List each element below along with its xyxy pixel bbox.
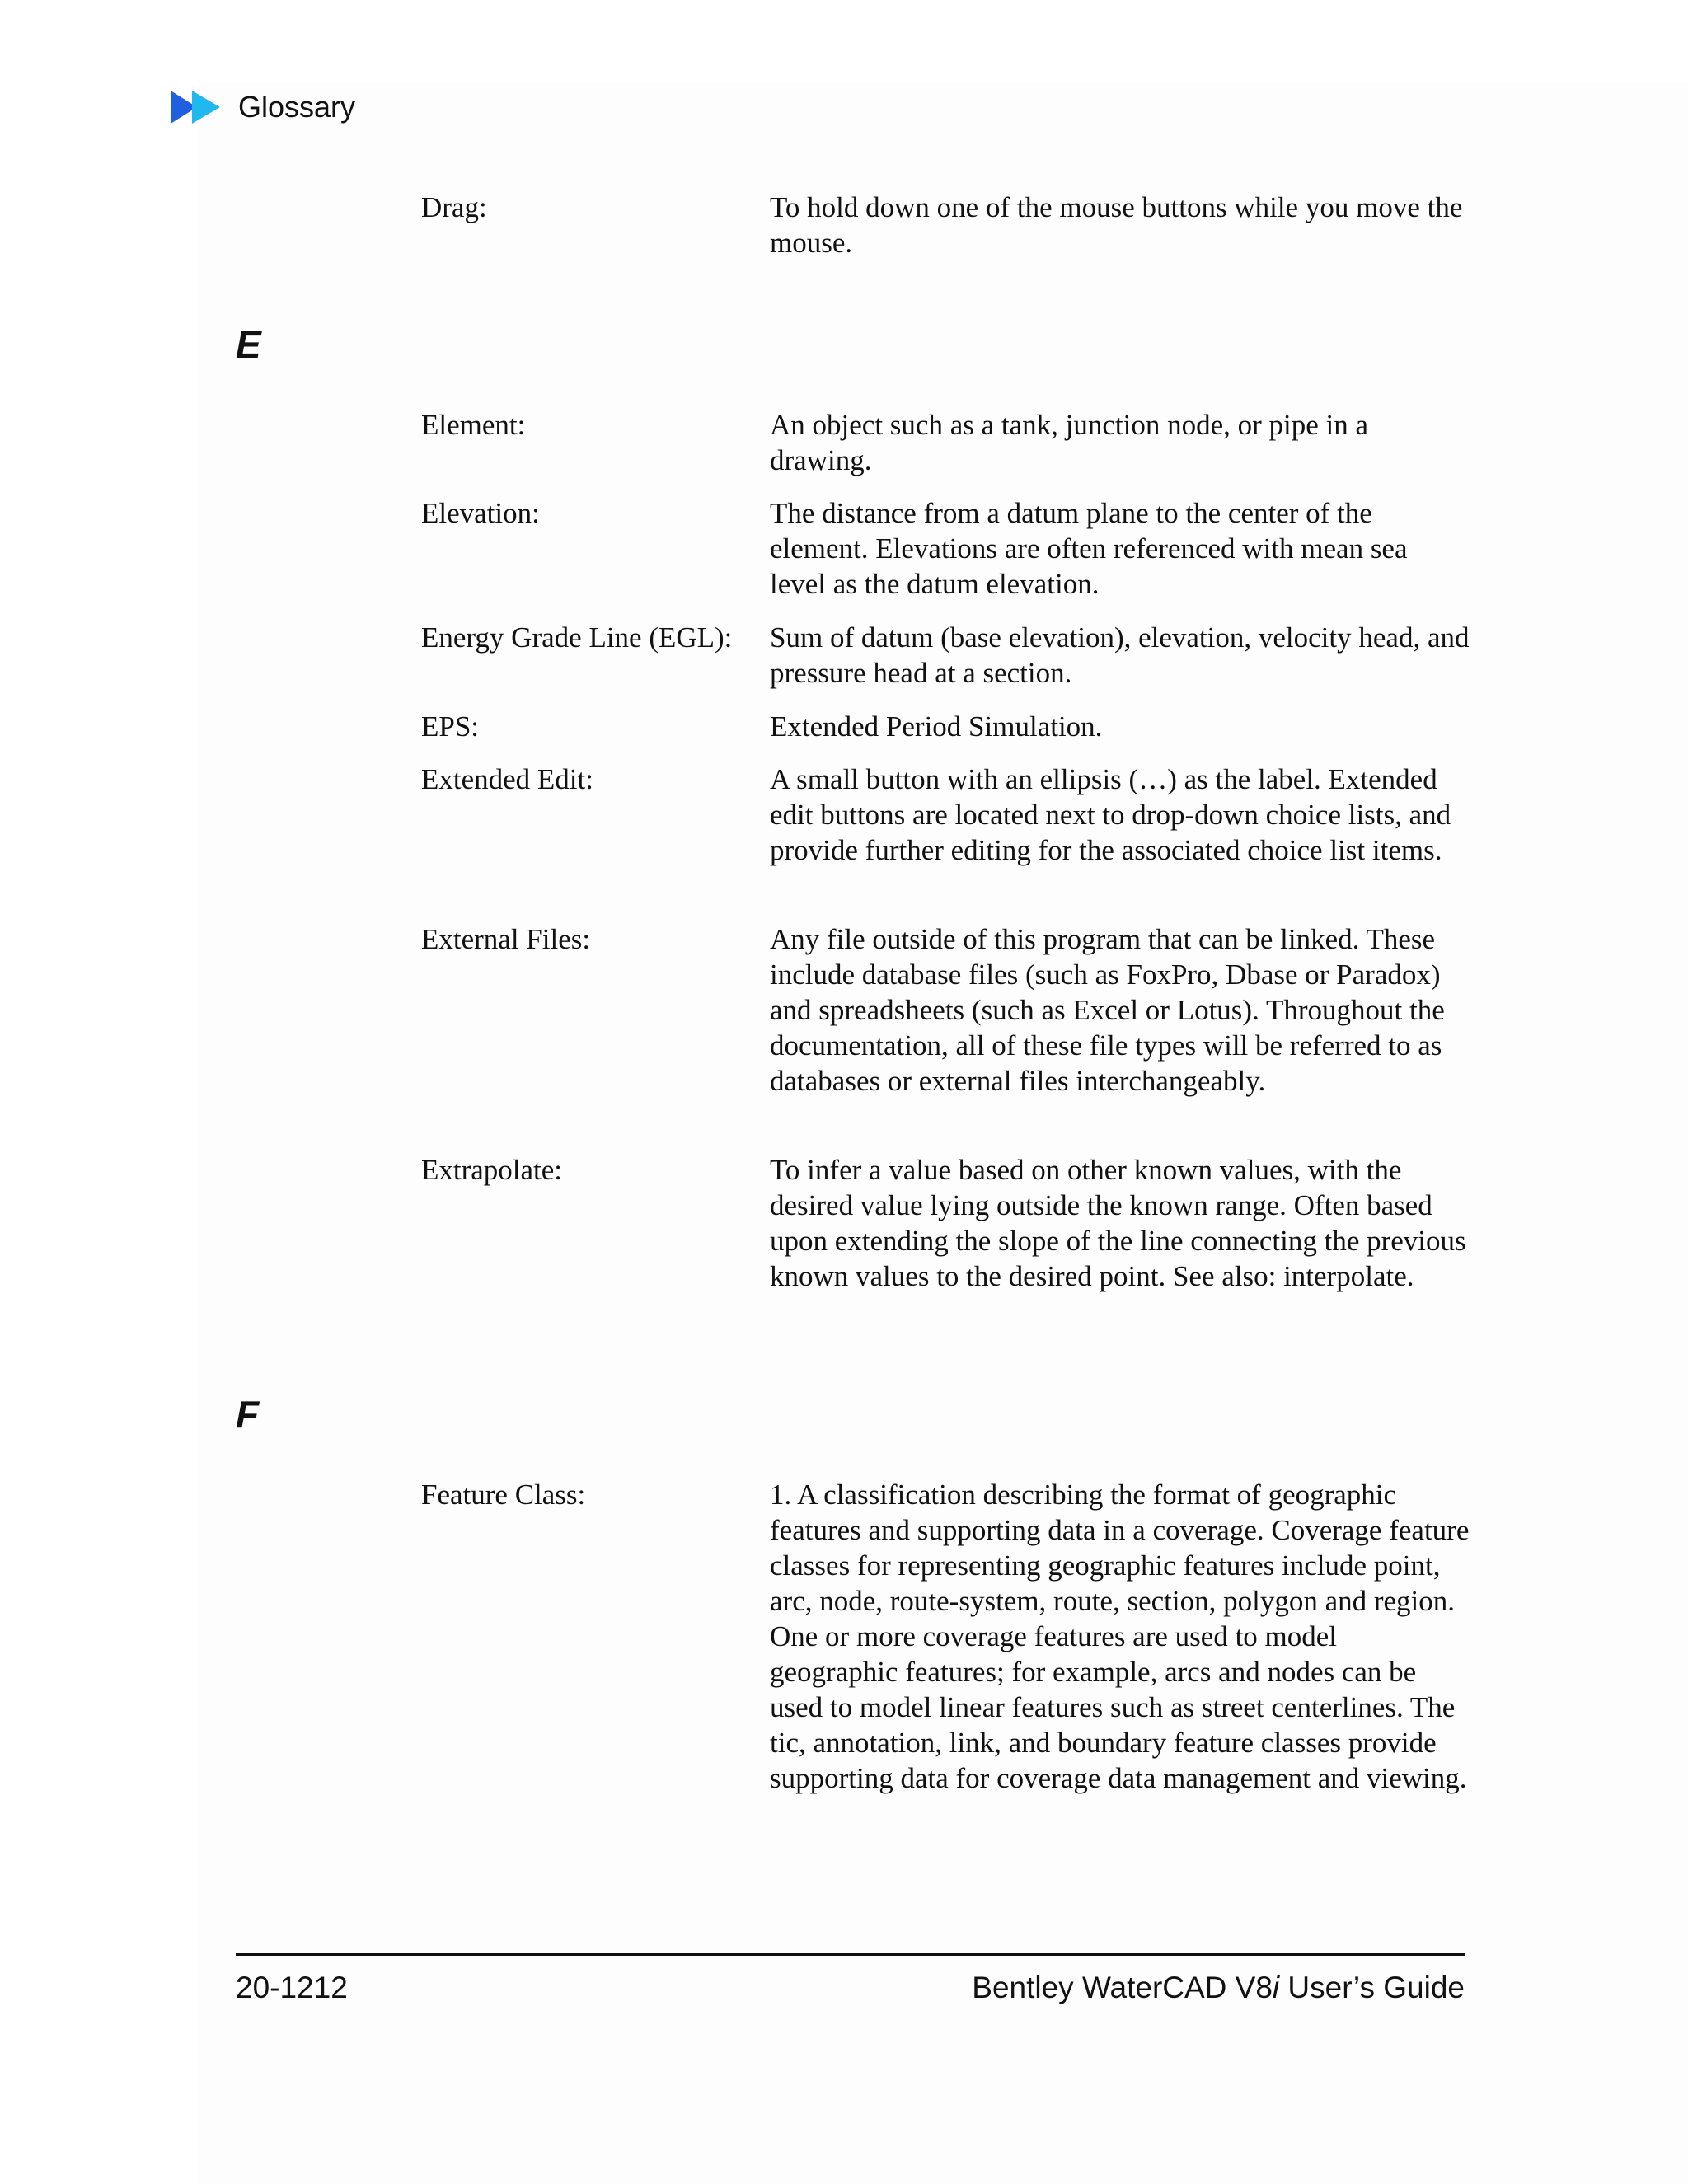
glossary-term: EPS:: [421, 710, 480, 743]
glossary-definition: To hold down one of the mouse buttons while you move the mouse.: [770, 191, 1463, 259]
footer-page-number: 20-1212: [236, 1971, 348, 2004]
glossary-definition: To infer a value based on other known values, with the desired value lying outside the known range. Often based upon extending the slope of the line connecting the previous known values to the desired point. See also: interpolate.: [770, 1154, 1466, 1292]
glossary-definition: The distance from a datum plane to the center of the element. Elevations are often referenced with mean sea level as the datum elevation.: [770, 497, 1408, 600]
glossary-definition: Sum of datum (base elevation), elevation, velocity head, and pressure head at a section.: [770, 621, 1470, 689]
header-title: Glossary: [238, 90, 356, 124]
glossary-definition: A small button with an ellipsis (…) as the label. Extended edit buttons are located next to drop-down choice lists, and provide further editing for the associated choice list items.: [770, 763, 1451, 866]
guide-title-prefix: Bentley WaterCAD V8: [972, 1971, 1273, 2004]
glossary-term: Feature Class:: [421, 1479, 586, 1511]
double-chevron-right-icon: [169, 89, 222, 125]
glossary-definition: An object such as a tank, junction node, or pipe in a drawing.: [770, 409, 1369, 476]
footer-guide-title: [972, 1970, 1465, 2006]
guide-title-suffix: User’s Guide: [1279, 1971, 1465, 2004]
glossary-term: External Files:: [421, 923, 591, 955]
glossary-term: Extrapolate:: [421, 1154, 563, 1186]
glossary-term: Element:: [421, 409, 526, 441]
glossary-definition: 1. A classification describing the format of geographic features and supporting data in a coverage. Coverage feature classes for representing geographic features include point, arc, node, route-system, route, section, polygon and region. One or more coverage features are used to model geographic features; for example, arcs and nodes can be used to model linear features such as street centerlines. The tic, annotation, link, and boundary feature classes provide supporting data for coverage data management and viewing.: [770, 1479, 1470, 1794]
glossary-definition: Any file outside of this program that can be linked. These include database files (such as FoxPro, Dbase or Paradox) and spreadsheets (such as Excel or Lotus). Throughout the documentation, all of these file types will be referred to as databases or external files interchangeably.: [770, 923, 1445, 1097]
glossary-term: Drag:: [421, 191, 487, 223]
footer-rule: [236, 1953, 1465, 1956]
guide-title-italic: i: [1272, 1971, 1280, 2004]
glossary-definition: Extended Period Simulation.: [770, 710, 1103, 743]
glossary-term: Energy Grade Line (EGL):: [421, 621, 733, 654]
section-letter-f: F: [236, 1393, 260, 1436]
page-background: [198, 82, 1688, 2184]
glossary-term: Elevation:: [421, 497, 540, 529]
section-letter-e: E: [236, 323, 261, 366]
glossary-term: Extended Edit:: [421, 763, 593, 795]
page-header: [169, 87, 355, 128]
